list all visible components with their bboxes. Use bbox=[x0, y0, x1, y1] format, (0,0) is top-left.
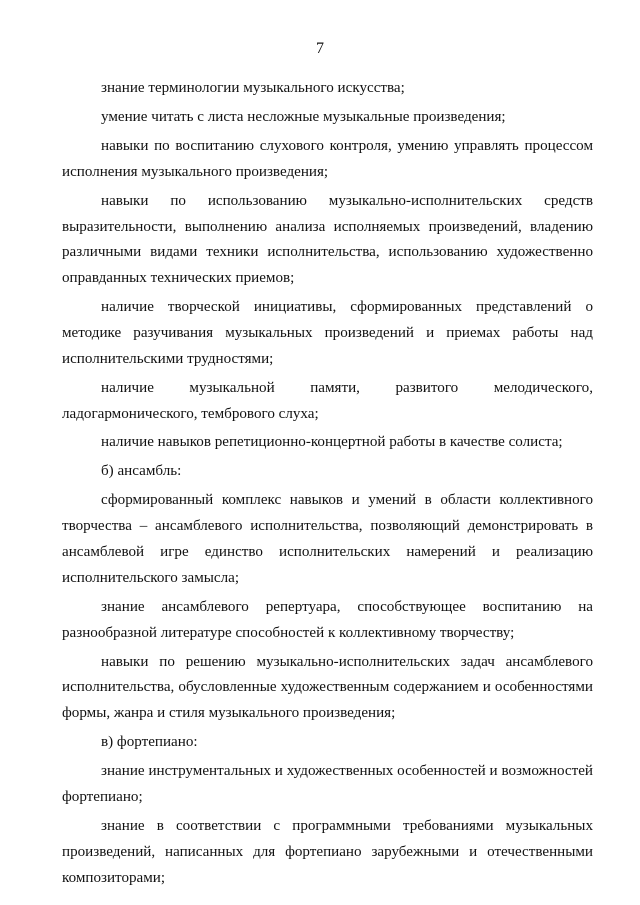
paragraph: навыки по воспитанию слухового контроля, умению управлять процессом исполнения музыкального произведения; bbox=[62, 137, 593, 180]
paragraph: наличие навыков репетиционно-концертной работы в качестве солиста; bbox=[101, 434, 563, 451]
paragraph: знание терминологии музыкального искусства; bbox=[101, 80, 405, 96]
section-heading-ensemble: б) ансамбль: bbox=[101, 463, 182, 480]
paragraph: навыки по использованию музыкально-исполнительских средств выразительности, выполнению анализа исполняемых произведений, владению различными видами техники исполнительства, использованию художественно оправданных технических приемов; bbox=[62, 192, 593, 287]
section-heading-piano: в) фортепиано: bbox=[101, 734, 198, 751]
paragraph: знание инструментальных и художественных особенностей и возможностей фортепиано; bbox=[62, 763, 593, 805]
paragraph: умение читать с листа несложные музыкальные произведения; bbox=[101, 108, 506, 125]
paragraph: наличие музыкальной памяти, развитого мелодического, ладогармонического, тембрового слуха; bbox=[62, 379, 593, 422]
document-body bbox=[62, 76, 593, 891]
paragraph: навыки по решению музыкально-исполнительских задач ансамблевого исполнительства, обусловленные художественным содержанием и особенностями формы, жанра и стиля музыкального произведения; bbox=[62, 653, 593, 722]
paragraph: сформированный комплекс навыков и умений в области коллективного творчества – ансамблевого исполнительства, позволяющий демонстрировать в ансамблевой игре единство исполнительских намерений и реализацию исполнительского замысла; bbox=[62, 492, 593, 586]
paragraph: знание ансамблевого репертуара, способствующее воспитанию на разнообразной литературе способностей к коллективному творчеству; bbox=[62, 598, 593, 641]
paragraph: знание в соответствии с программными требованиями музыкальных произведений, написанных для фортепиано зарубежными и отечественными композиторами; bbox=[62, 817, 593, 886]
paragraph: наличие творческой инициативы, сформированных представлений о методике разучивания музыкальных произведений и приемах работы над исполнительскими трудностями; bbox=[62, 299, 593, 367]
page-number: 7 bbox=[316, 40, 324, 57]
